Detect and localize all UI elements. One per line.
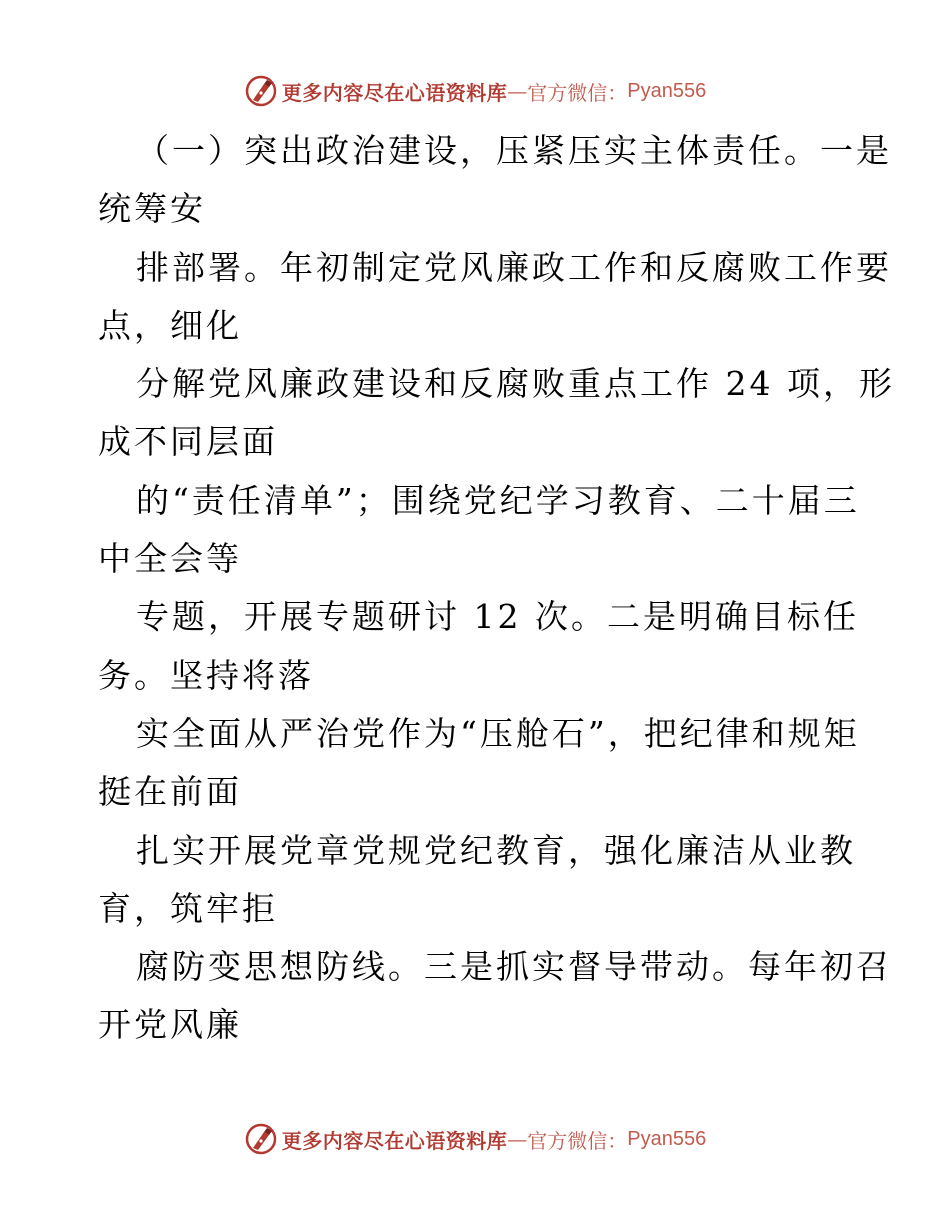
footer-banner	[0, 1119, 950, 1159]
footer-wechat-id: Pyan556	[627, 1127, 707, 1150]
pen-nib-logo-icon	[244, 74, 278, 108]
document-body	[98, 122, 895, 1055]
text-line: 扎实开展党章党规党纪教育，强化廉洁从业教	[136, 830, 856, 870]
text-line: 腐防变思想防线。三是抓实督导带动。每年初召	[136, 947, 892, 987]
text-line: 排部署。年初制定党风廉政工作和反腐败工作要	[136, 247, 892, 287]
text-line: 务。坚持将落	[98, 655, 314, 695]
footer-wechat-label: 官方微信：	[527, 1128, 628, 1153]
header-dash: —	[507, 79, 528, 103]
footer-site-text: 更多内容尽在心语资料库	[281, 1128, 508, 1153]
text-line: 育，筑牢拒	[98, 888, 278, 928]
text-line: 专题，开展专题研讨 12 次。二是明确目标任	[136, 597, 859, 637]
text-line: 点，细化	[98, 305, 242, 345]
header-wechat-label: 官方微信：	[527, 80, 628, 105]
text-line: 成不同层面	[98, 422, 278, 462]
text-line: 统筹安	[98, 189, 206, 229]
text-line: （一）突出政治建设，压紧压实主体责任。一是	[136, 131, 892, 170]
pen-nib-logo-icon	[244, 1122, 278, 1156]
text-line: 开党风廉	[98, 1005, 242, 1045]
text-line: 实全面从严治党作为“压舱石”，把纪律和规矩	[136, 713, 860, 753]
text-line: 分解党风廉政建设和反腐败重点工作 24 项，形	[136, 364, 895, 404]
header-site-text: 更多内容尽在心语资料库	[281, 80, 508, 105]
text-line: 的“责任清单”；围绕党纪学习教育、二十届三	[136, 480, 860, 520]
header-banner	[0, 71, 950, 111]
text-line: 挺在前面	[98, 772, 242, 812]
header-wechat-id: Pyan556	[627, 79, 707, 102]
footer-dash: —	[507, 1127, 528, 1151]
text-line: 中全会等	[98, 539, 242, 579]
